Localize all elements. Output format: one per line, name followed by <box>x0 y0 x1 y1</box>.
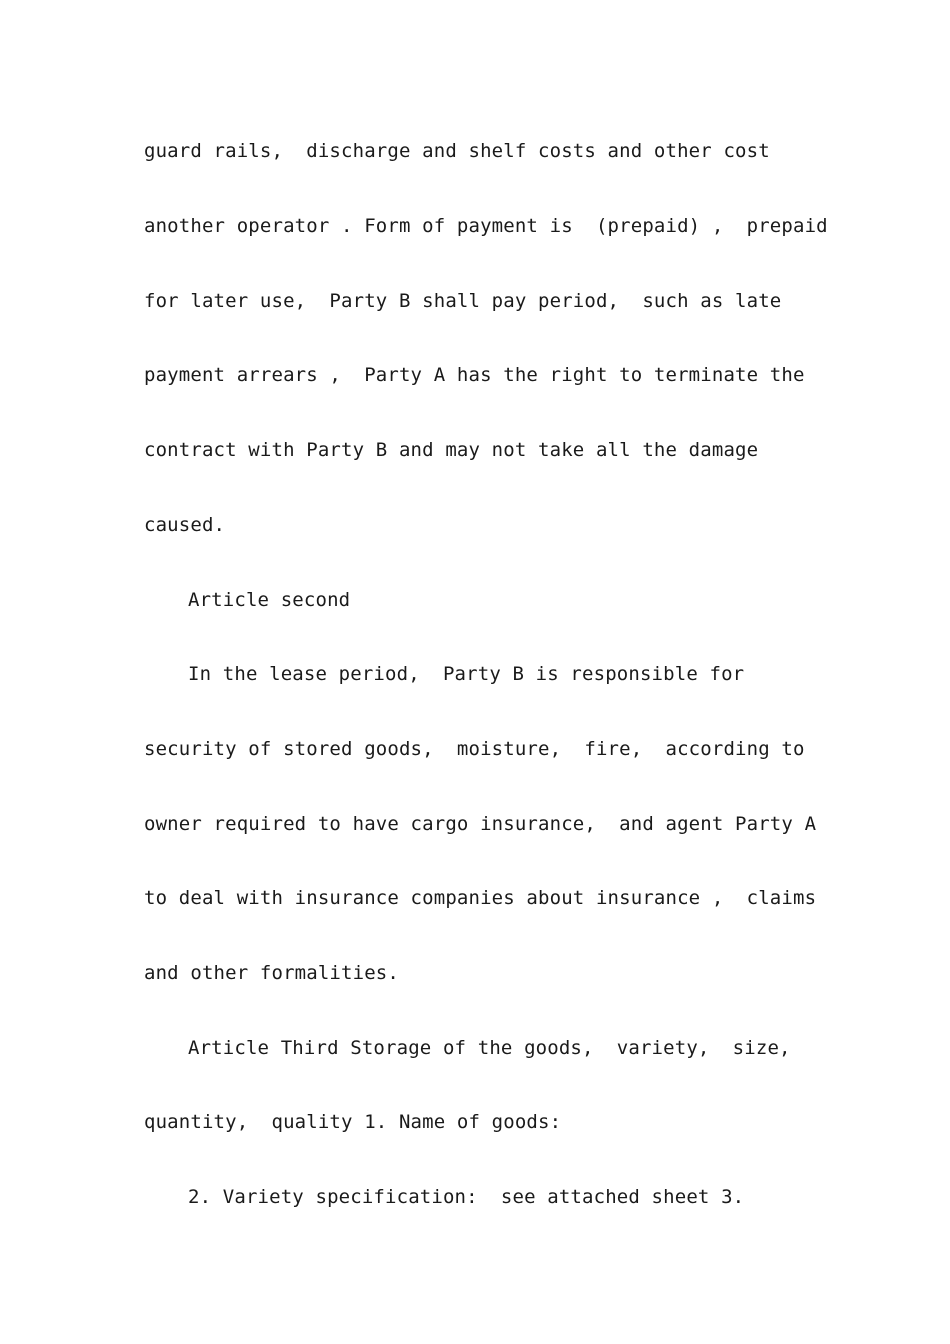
text-line: another operator . Form of payment is (prepaid) , prepaid <box>144 215 828 237</box>
text-line: contract with Party B and may not take all the damage <box>144 439 759 461</box>
article-heading: Article Third Storage of the goods, variety, size, <box>188 1037 791 1059</box>
article-heading: Article second <box>188 589 351 611</box>
text-line: quantity, quality 1. Name of goods: <box>144 1111 562 1133</box>
text-line: owner required to have cargo insurance, and agent Party A <box>144 813 817 835</box>
text-line: caused. <box>144 514 226 536</box>
text-line: In the lease period, Party B is responsible for <box>188 663 745 685</box>
text-line: 2. Variety specification: see attached sheet 3. <box>188 1186 745 1208</box>
text-line: guard rails, discharge and shelf costs and other cost <box>144 140 770 162</box>
text-line: payment arrears , Party A has the right to terminate the <box>144 364 805 386</box>
text-line: and other formalities. <box>144 962 399 984</box>
text-line: to deal with insurance companies about insurance , claims <box>144 887 817 909</box>
text-line: for later use, Party B shall pay period, such as late <box>144 290 782 312</box>
text-line: security of stored goods, moisture, fire, according to <box>144 738 805 760</box>
